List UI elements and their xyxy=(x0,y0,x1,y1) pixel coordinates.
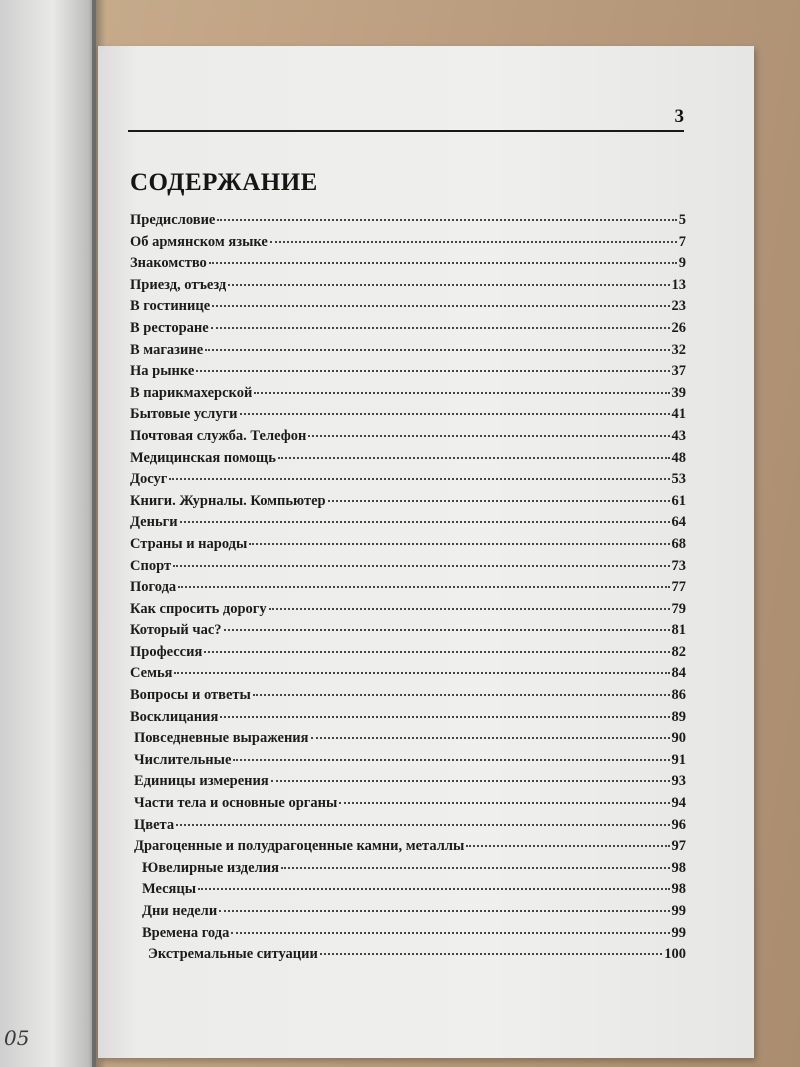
toc-entry-label: Досуг xyxy=(130,471,168,488)
toc-entry-page: 61 xyxy=(671,492,686,509)
dot-leader xyxy=(169,478,669,480)
toc-entry-label: Цвета xyxy=(134,816,175,833)
toc-entry-label: В гостинице xyxy=(130,298,211,315)
toc-entry-page: 13 xyxy=(671,276,686,293)
toc-entry-page: 79 xyxy=(671,600,686,617)
toc-entry[interactable] xyxy=(130,471,686,493)
toc-entry[interactable] xyxy=(130,925,686,947)
dot-leader xyxy=(281,867,670,869)
toc-entry-page: 64 xyxy=(671,514,686,531)
toc-entry-page: 98 xyxy=(671,881,686,898)
left-page-number: 05 xyxy=(4,1026,30,1050)
toc-entry-page: 94 xyxy=(671,795,686,812)
contents-page xyxy=(98,46,754,1058)
toc-entry[interactable] xyxy=(130,622,686,644)
toc-entry[interactable] xyxy=(130,385,686,407)
toc-entry-page: 32 xyxy=(671,341,686,358)
page-title: СОДЕРЖАНИЕ xyxy=(130,169,318,196)
toc-entry-label: Драгоценные и полудрагоценные камни, металлы xyxy=(134,838,465,855)
toc-entry-label: Книги. Журналы. Компьютер xyxy=(130,492,326,509)
toc-entry-page: 39 xyxy=(671,384,686,401)
toc-entry-label: Дни недели xyxy=(142,903,218,919)
toc-entry-label: Приезд, отъезд xyxy=(130,276,227,293)
left-page xyxy=(0,0,96,1067)
dot-leader xyxy=(224,629,670,631)
toc-entry-page: 73 xyxy=(671,557,686,574)
toc-entry[interactable] xyxy=(130,234,686,256)
dot-leader xyxy=(233,759,669,761)
toc-entry-label: Времена года xyxy=(142,924,230,941)
toc-entry-page: 99 xyxy=(671,903,686,919)
toc-entry[interactable] xyxy=(130,687,686,709)
toc-entry-label: Экстремальные ситуации xyxy=(148,946,318,963)
dot-leader xyxy=(466,845,669,847)
toc-entry[interactable] xyxy=(130,363,686,385)
toc-entry-page: 91 xyxy=(671,751,686,768)
toc-entry[interactable] xyxy=(130,644,686,666)
dot-leader xyxy=(174,672,669,674)
toc-entry-label: Предисловие xyxy=(130,212,216,228)
dot-leader xyxy=(308,435,669,437)
dot-leader xyxy=(228,284,669,286)
toc-entry-page: 7 xyxy=(678,233,686,250)
toc-entry-page: 98 xyxy=(671,859,686,876)
toc-entry-page: 100 xyxy=(664,946,686,963)
toc-entry-label: Части тела и основные органы xyxy=(134,795,338,812)
toc-entry-label: В парикмахерской xyxy=(130,384,253,401)
toc-entry[interactable] xyxy=(130,795,686,817)
dot-leader xyxy=(278,457,670,459)
toc-entry-page: 96 xyxy=(671,816,686,833)
toc-entry-label: Об армянском языке xyxy=(130,233,268,250)
toc-entry-label: Месяцы xyxy=(142,881,197,898)
dot-leader xyxy=(339,802,669,804)
toc-entry-page: 5 xyxy=(678,212,686,228)
toc-entry[interactable] xyxy=(130,665,686,687)
toc-entry-label: Единицы измерения xyxy=(134,773,269,790)
toc-entry-page: 26 xyxy=(671,319,686,336)
dot-leader xyxy=(270,241,677,243)
toc-entry-page: 53 xyxy=(671,471,686,488)
toc-entry-label: Деньги xyxy=(130,514,178,531)
toc-entry[interactable] xyxy=(130,752,686,774)
toc-entry-page: 9 xyxy=(678,255,686,272)
toc-entry-label: Профессия xyxy=(130,643,203,660)
dot-leader xyxy=(217,219,676,221)
dot-leader xyxy=(176,824,669,826)
toc-entry[interactable] xyxy=(130,255,686,277)
dot-leader xyxy=(205,349,669,351)
toc-entry-page: 84 xyxy=(671,665,686,682)
toc-entry[interactable] xyxy=(130,514,686,536)
dot-leader xyxy=(204,651,669,653)
dot-leader xyxy=(173,565,669,567)
dot-leader xyxy=(212,305,669,307)
toc-entry-page: 89 xyxy=(671,708,686,725)
toc-entry[interactable] xyxy=(130,320,686,342)
toc-entry-label: В магазине xyxy=(130,341,204,358)
toc-entry-page: 48 xyxy=(671,449,686,466)
toc-entry-label: Погода xyxy=(130,579,177,596)
toc-entry[interactable] xyxy=(130,406,686,428)
dot-leader xyxy=(180,521,670,523)
toc-entry-page: 86 xyxy=(671,687,686,704)
toc-entry[interactable] xyxy=(130,428,686,450)
page-number: 3 xyxy=(674,106,684,127)
dot-leader xyxy=(254,392,669,394)
dot-leader xyxy=(249,543,669,545)
toc-entry-page: 82 xyxy=(671,643,686,660)
toc-entry-label: Восклицания xyxy=(130,708,219,725)
dot-leader xyxy=(240,413,670,415)
toc-entry[interactable] xyxy=(130,536,686,558)
dot-leader xyxy=(231,932,669,934)
toc-entry[interactable] xyxy=(130,709,686,731)
toc-entry-page: 41 xyxy=(671,406,686,423)
toc-entry-page: 43 xyxy=(671,427,686,444)
toc-entry-page: 97 xyxy=(671,838,686,855)
toc-entry-label: Почтовая служба. Телефон xyxy=(130,427,307,444)
toc-entry-page: 93 xyxy=(671,773,686,790)
toc-entry-page: 81 xyxy=(671,622,686,639)
toc-entry-page: 23 xyxy=(671,298,686,315)
toc-entry[interactable] xyxy=(130,450,686,472)
toc-entry-label: Повседневные выражения xyxy=(134,730,309,747)
toc-entry-page: 68 xyxy=(671,535,686,552)
dot-leader xyxy=(198,888,669,890)
dot-leader xyxy=(178,586,669,588)
dot-leader xyxy=(328,500,670,502)
toc-entry[interactable] xyxy=(130,277,686,299)
toc-entry-label: Который час? xyxy=(130,622,222,639)
toc-entry-label: Медицинская помощь xyxy=(130,449,276,466)
toc-entry-label: Числительные xyxy=(134,751,232,768)
toc-entry[interactable] xyxy=(130,946,686,968)
toc-entry-label: Вопросы и ответы xyxy=(130,687,251,704)
toc-entry[interactable] xyxy=(130,558,686,580)
dot-leader xyxy=(311,737,670,739)
toc-entry-label: Страны и народы xyxy=(130,535,248,552)
toc-entry-label: Ювелирные изделия xyxy=(142,859,279,876)
toc-entry-label: Как спросить дорогу xyxy=(130,600,267,617)
toc-entry[interactable] xyxy=(130,903,686,925)
toc-entry-page: 37 xyxy=(671,363,686,380)
dot-leader xyxy=(196,370,669,372)
dot-leader xyxy=(209,262,677,264)
toc-entry-label: Семья xyxy=(130,665,173,682)
toc-entry-page: 99 xyxy=(671,924,686,941)
dot-leader xyxy=(269,608,670,610)
toc-entry-label: Бытовые услуги xyxy=(130,406,238,423)
dot-leader xyxy=(219,910,669,912)
toc-entry-page: 77 xyxy=(671,579,686,596)
toc-entry-label: Знакомство xyxy=(130,255,207,272)
toc-entry-page: 90 xyxy=(671,730,686,747)
toc-entry[interactable] xyxy=(130,860,686,882)
dot-leader xyxy=(253,694,670,696)
header-rule xyxy=(128,130,684,132)
toc-entry[interactable] xyxy=(130,601,686,623)
toc-entry[interactable] xyxy=(130,838,686,860)
dot-leader xyxy=(271,780,670,782)
toc-entry[interactable] xyxy=(130,579,686,601)
toc-entry-label: Спорт xyxy=(130,557,172,574)
toc-entry-label: На рынке xyxy=(130,363,195,380)
toc-entry[interactable] xyxy=(130,881,686,903)
dot-leader xyxy=(220,716,669,718)
toc-entry-label: В ресторане xyxy=(130,319,209,336)
toc-entry[interactable] xyxy=(130,773,686,795)
dot-leader xyxy=(211,327,670,329)
toc-entry[interactable] xyxy=(130,493,686,515)
toc-entry[interactable] xyxy=(130,342,686,364)
table-of-contents xyxy=(130,212,686,968)
toc-entry[interactable] xyxy=(130,212,686,234)
toc-entry[interactable] xyxy=(130,298,686,320)
toc-entry[interactable] xyxy=(130,817,686,839)
toc-entry[interactable] xyxy=(130,730,686,752)
dot-leader xyxy=(320,953,662,955)
